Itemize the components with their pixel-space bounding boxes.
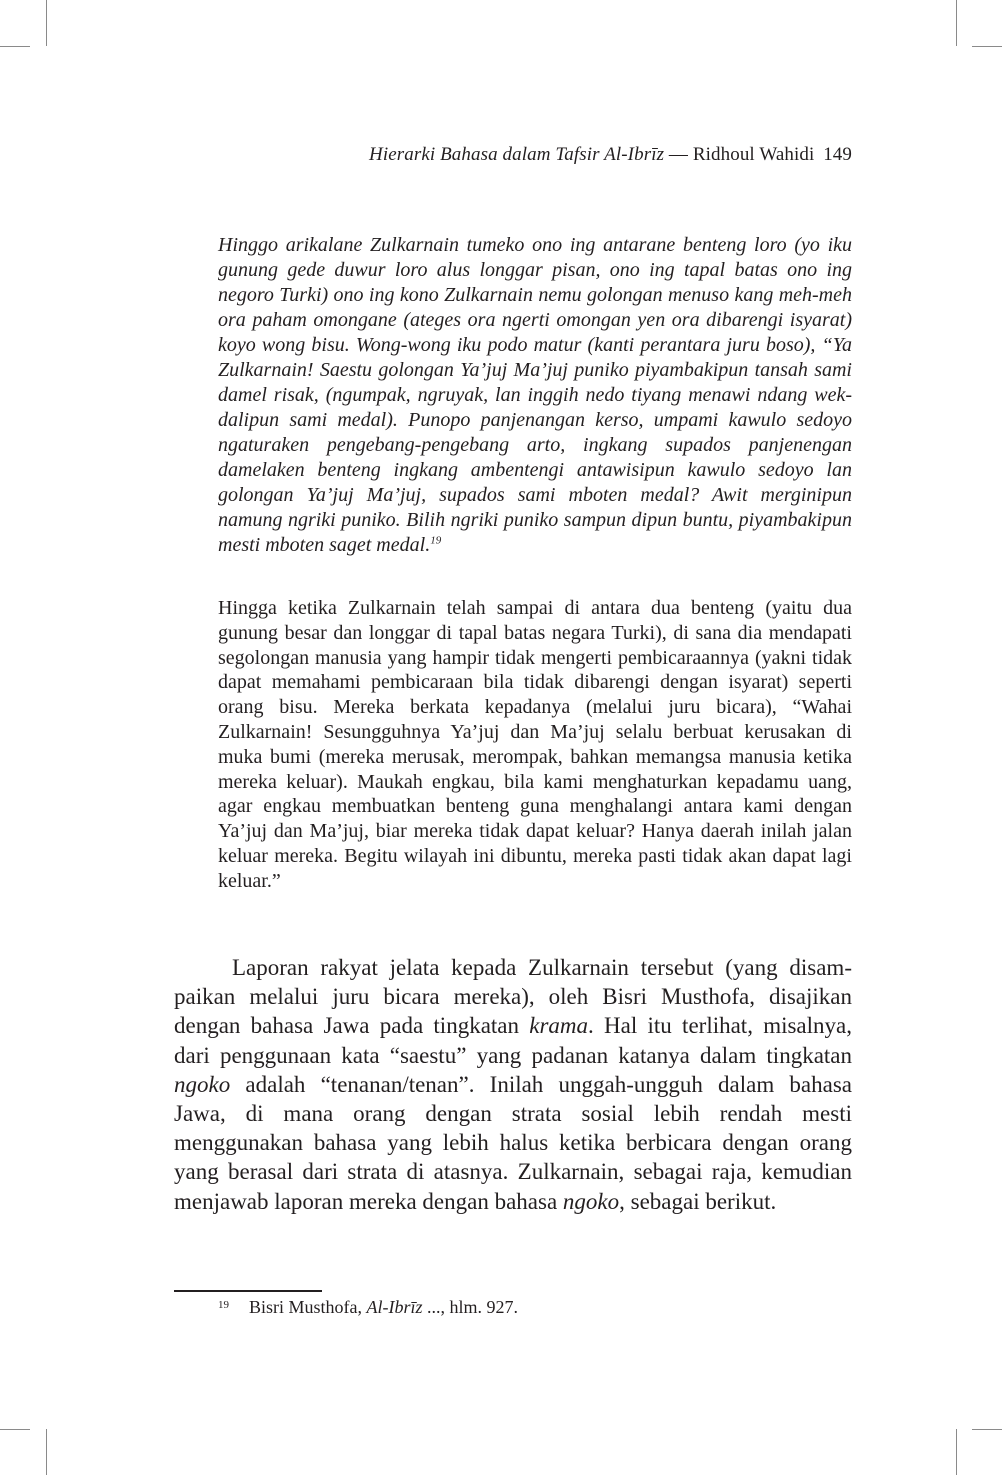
javanese-quote-text: Hinggo arikalane Zulkarnain tumeko ono ing antarane benteng loro (yo iku gunung gede duwur loro alus longgar pisan, ono ing tapal batas ono ing negoro Turki) ono ing kono Zulkarnain nemu golongan menuso kang meh-meh ora paham omongane (ateges ora ngerti omongan yen ora dibarengi isyarat) koyo wong bisu. Wong-wong iku podo matur (kanti perantara juru boso), “Ya Zulkarnain! Saestu golongan Ya’juj Ma’juj puniko piyambakipun tansah sami damel risak, (ngumpak, ngruyak, lan inggih nedo tiyang menawi ndang wekdalipun sami medal). Punopo panjenangan kerso, umpami kawulo sedoyo ngaturaken pengebang-pengebang arto, ingkang supados panjenengan damelaken benteng ingkang ambentengi antawisipun kawulo sedoyo lan golongan Ya’juj Ma’juj, supados sami mboten medal? Awit merginipun namung ngriki puniko. Bilih ngriki puniko sampun dipun buntu, piyambakipun mesti mboten saget medal.: [218, 234, 852, 556]
running-head-title: Hierarki Bahasa dalam Tafsir Al-Ibrīz: [369, 144, 665, 165]
running-head: [369, 143, 852, 167]
body-text-part-4: , sebagai berikut.: [619, 1188, 777, 1214]
running-head-author: — Ridhoul Wahidi: [664, 144, 815, 165]
body-text-part-1: Laporan rakyat jelata kepada Zulkarnain tersebut (yang disampaikan melalui juru bicara mereka), oleh Bisri Musthofa, disajikan dengan bahasa Jawa pada tingkatan: [174, 955, 852, 1039]
footnote-citation: ..., hlm. 927.: [422, 1297, 519, 1317]
javanese-block-quote: [218, 233, 852, 558]
crop-mark-bottom-left-vertical: [46, 1429, 47, 1475]
crop-mark-top-left-horizontal: [0, 46, 30, 47]
footnote: [218, 1296, 518, 1318]
crop-mark-top-right-horizontal: [972, 46, 1002, 47]
term-ngoko: ngoko: [562, 1188, 620, 1214]
page-number: 149: [823, 144, 852, 165]
crop-mark-top-left-vertical: [46, 0, 47, 46]
body-paragraph: [174, 953, 852, 1216]
crop-mark-bottom-right-horizontal: [972, 1429, 1002, 1430]
footnote-author: Bisri Musthofa,: [249, 1297, 367, 1317]
body-text-part-2: . Hal itu terlihat, misalnya, dari penggunaan kata “saestu” yang padanan katanya dalam tingkatan: [174, 1013, 852, 1068]
indonesian-translation-quote: Hingga ketika Zulkarnain telah sampai di antara dua benteng (yaitu dua gunung besar dan longgar di tapal batas negara Turki), di sana dia mendapati segolongan manusia yang hampir tidak mengerti pembicaraannya (yakni tidak dapat memahami pembicaraan bila tidak dibarengi dengan isyarat) seperti orang bisu. Mereka berkata kepadanya (melalui juru bicara), “Wahai Zulkarnain! Sesungguhnya Ya’juj dan Ma’juj selalu berbuat kerusakan di muka bumi (mereka merusak, merompak, bahkan memangsa manusia ketika mereka keluar). Maukah engkau, bila kami menghaturkan kepadamu uang, agar engkau membuatkan benteng guna menghalangi antara kami dengan Ya’juj dan Ma’juj, biar mereka tidak dapat keluar? Hanya daerah inilah jalan keluar mereka. Begitu wilayah ini dibuntu, mereka pasti tidak akan dapat lagi keluar.”: [218, 597, 852, 892]
body-text-part-3: adalah “tenanan/tenan”. Inilah unggah-ungguh dalam bahasa Jawa, di mana orang dengan strata sosial lebih rendah mesti menggunakan bahasa yang lebih halus ketika berbicara dengan orang yang berasal dari strata di atasnya. Zulkarnain, sebagai raja, kemudian menjawab laporan mereka dengan bahasa: [174, 1071, 852, 1214]
crop-mark-bottom-right-vertical: [956, 1429, 957, 1475]
crop-mark-bottom-left-horizontal: [0, 1429, 30, 1430]
footnote-separator-rule: [174, 1290, 322, 1292]
footnote-number: 19: [218, 1299, 229, 1311]
footnote-reference: 19: [430, 534, 442, 547]
footnote-work-title: Al-Ibrīz: [366, 1297, 423, 1317]
crop-mark-top-right-vertical: [956, 0, 957, 46]
term-ngoko: ngoko: [174, 1071, 231, 1097]
term-krama: krama: [529, 1013, 589, 1039]
